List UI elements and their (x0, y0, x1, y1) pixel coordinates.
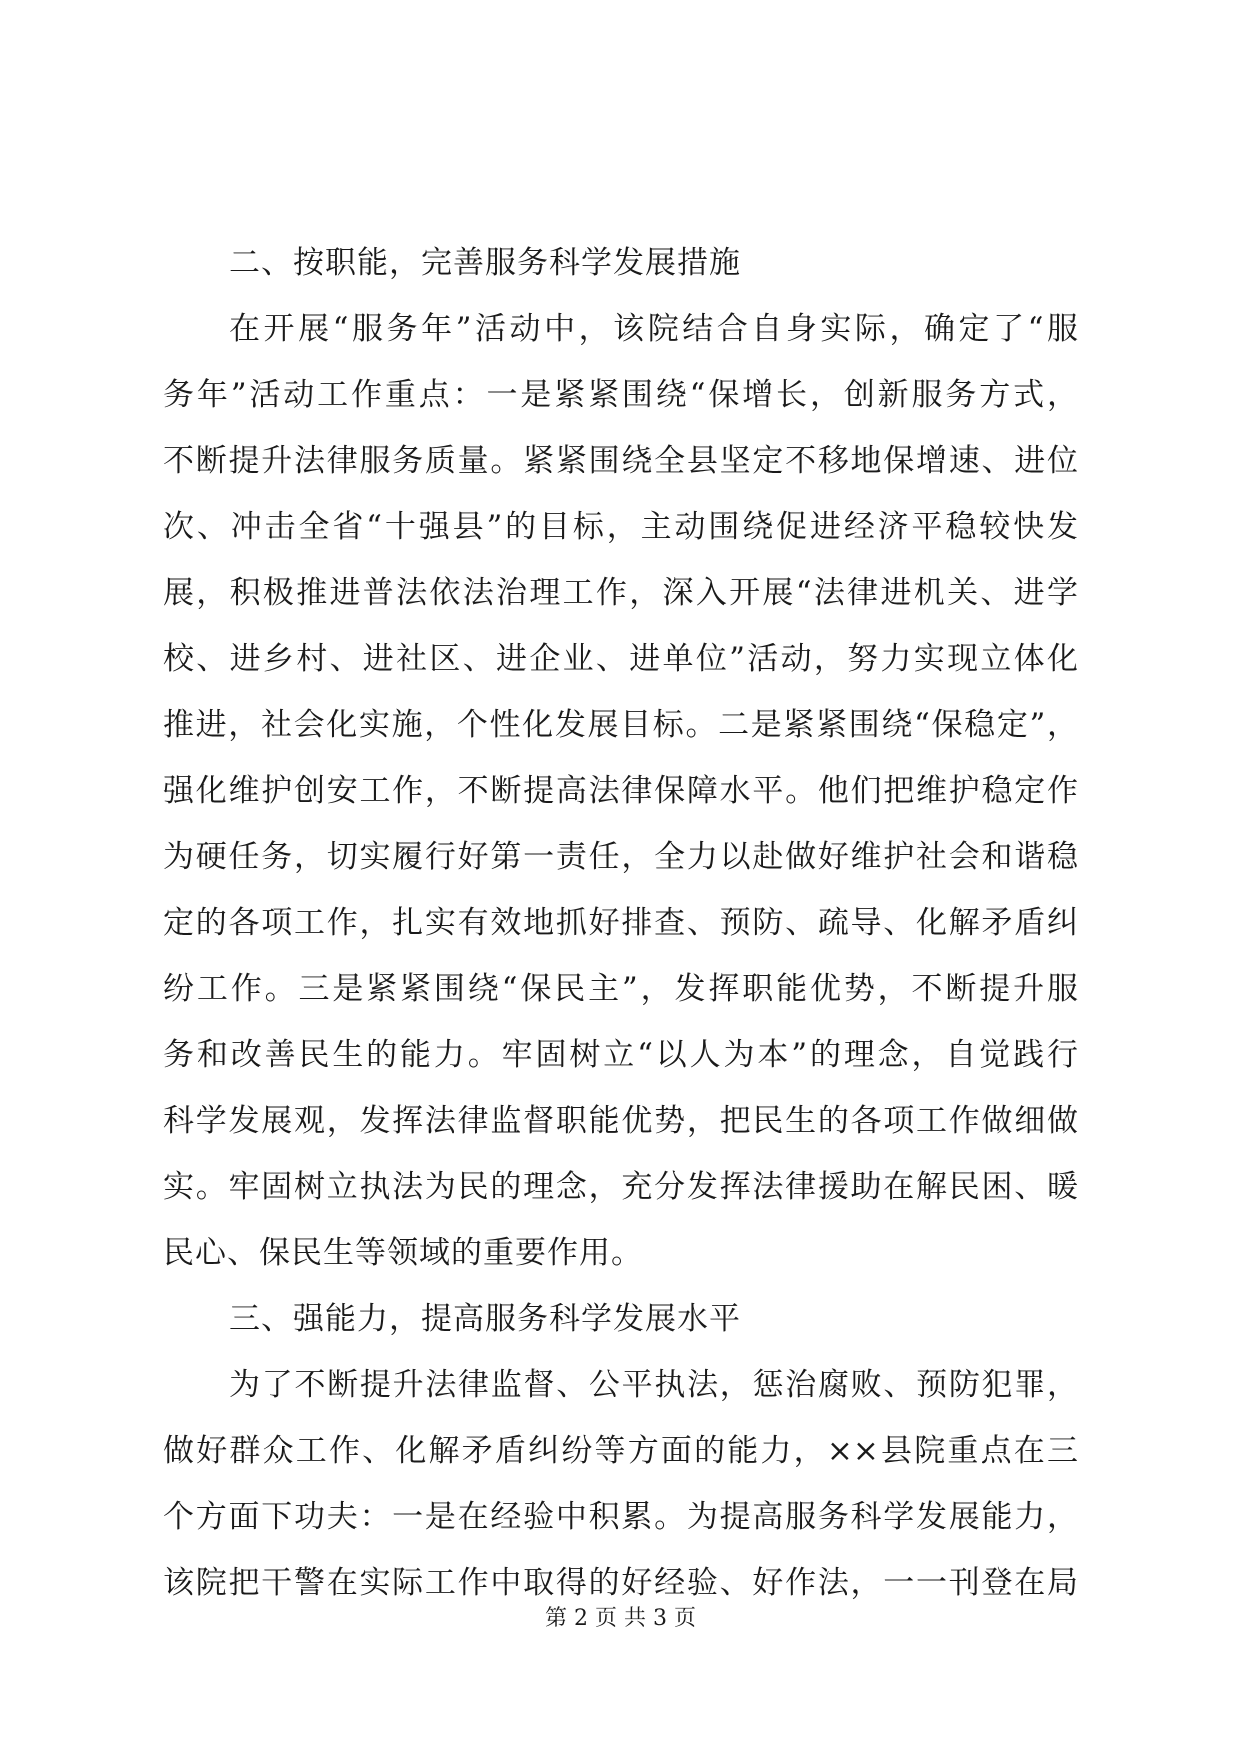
text-line: 二、按职能，完善服务科学发展措施 (229, 245, 741, 281)
text-line: 个方面下功夫：一是在经验中积累。为提高服务科学发展能力， (163, 1499, 1078, 1535)
text-line: 纷工作。三是紧紧围绕“保民主”，发挥职能优势，不断提升服 (163, 971, 1078, 1007)
text-line: 务年”活动工作重点：一是紧紧围绕“保增长，创新服务方式， (163, 377, 1078, 413)
text-line: 展，积极推进普法依法治理工作，深入开展“法律进机关、进学 (163, 575, 1078, 611)
text-line: 科学发展观，发挥法律监督职能优势，把民生的各项工作做细做 (163, 1103, 1078, 1139)
text-line: 民心、保民生等领域的重要作用。 (163, 1235, 643, 1271)
text-line: 在开展“服务年”活动中，该院结合自身实际，确定了“服 (229, 311, 1078, 347)
text-line: 该院把干警在实际工作中取得的好经验、好作法，一一刊登在局 (163, 1565, 1078, 1601)
text-line: 推进，社会化实施，个性化发展目标。二是紧紧围绕“保稳定”， (163, 707, 1078, 743)
text-line: 三、强能力，提高服务科学发展水平 (229, 1301, 741, 1337)
text-line: 定的各项工作，扎实有效地抓好排查、预防、疏导、化解矛盾纠 (163, 905, 1078, 941)
text-line: 务和改善民生的能力。牢固树立“以人为本”的理念，自觉践行 (163, 1037, 1078, 1073)
document-body (163, 230, 1078, 1616)
text-line: 次、冲击全省“十强县”的目标，主动围绕促进经济平稳较快发 (163, 509, 1078, 545)
text-line: 不断提升法律服务质量。紧紧围绕全县坚定不移地保增速、进位 (163, 443, 1078, 479)
text-line: 强化维护创安工作，不断提高法律保障水平。他们把维护稳定作 (163, 773, 1078, 809)
text-line: 校、进乡村、进社区、进企业、进单位”活动，努力实现立体化 (163, 641, 1078, 677)
text-line: 实。牢固树立执法为民的理念，充分发挥法律援助在解民困、暖 (163, 1169, 1078, 1205)
text-line: 为硬任务，切实履行好第一责任，全力以赴做好维护社会和谐稳 (163, 839, 1078, 875)
page-footer: 第 2 页 共 3 页 (545, 1606, 696, 1631)
text-line: 做好群众工作、化解矛盾纠纷等方面的能力，××县院重点在三 (163, 1433, 1078, 1469)
text-line: 为了不断提升法律监督、公平执法，惩治腐败、预防犯罪， (229, 1367, 1078, 1403)
